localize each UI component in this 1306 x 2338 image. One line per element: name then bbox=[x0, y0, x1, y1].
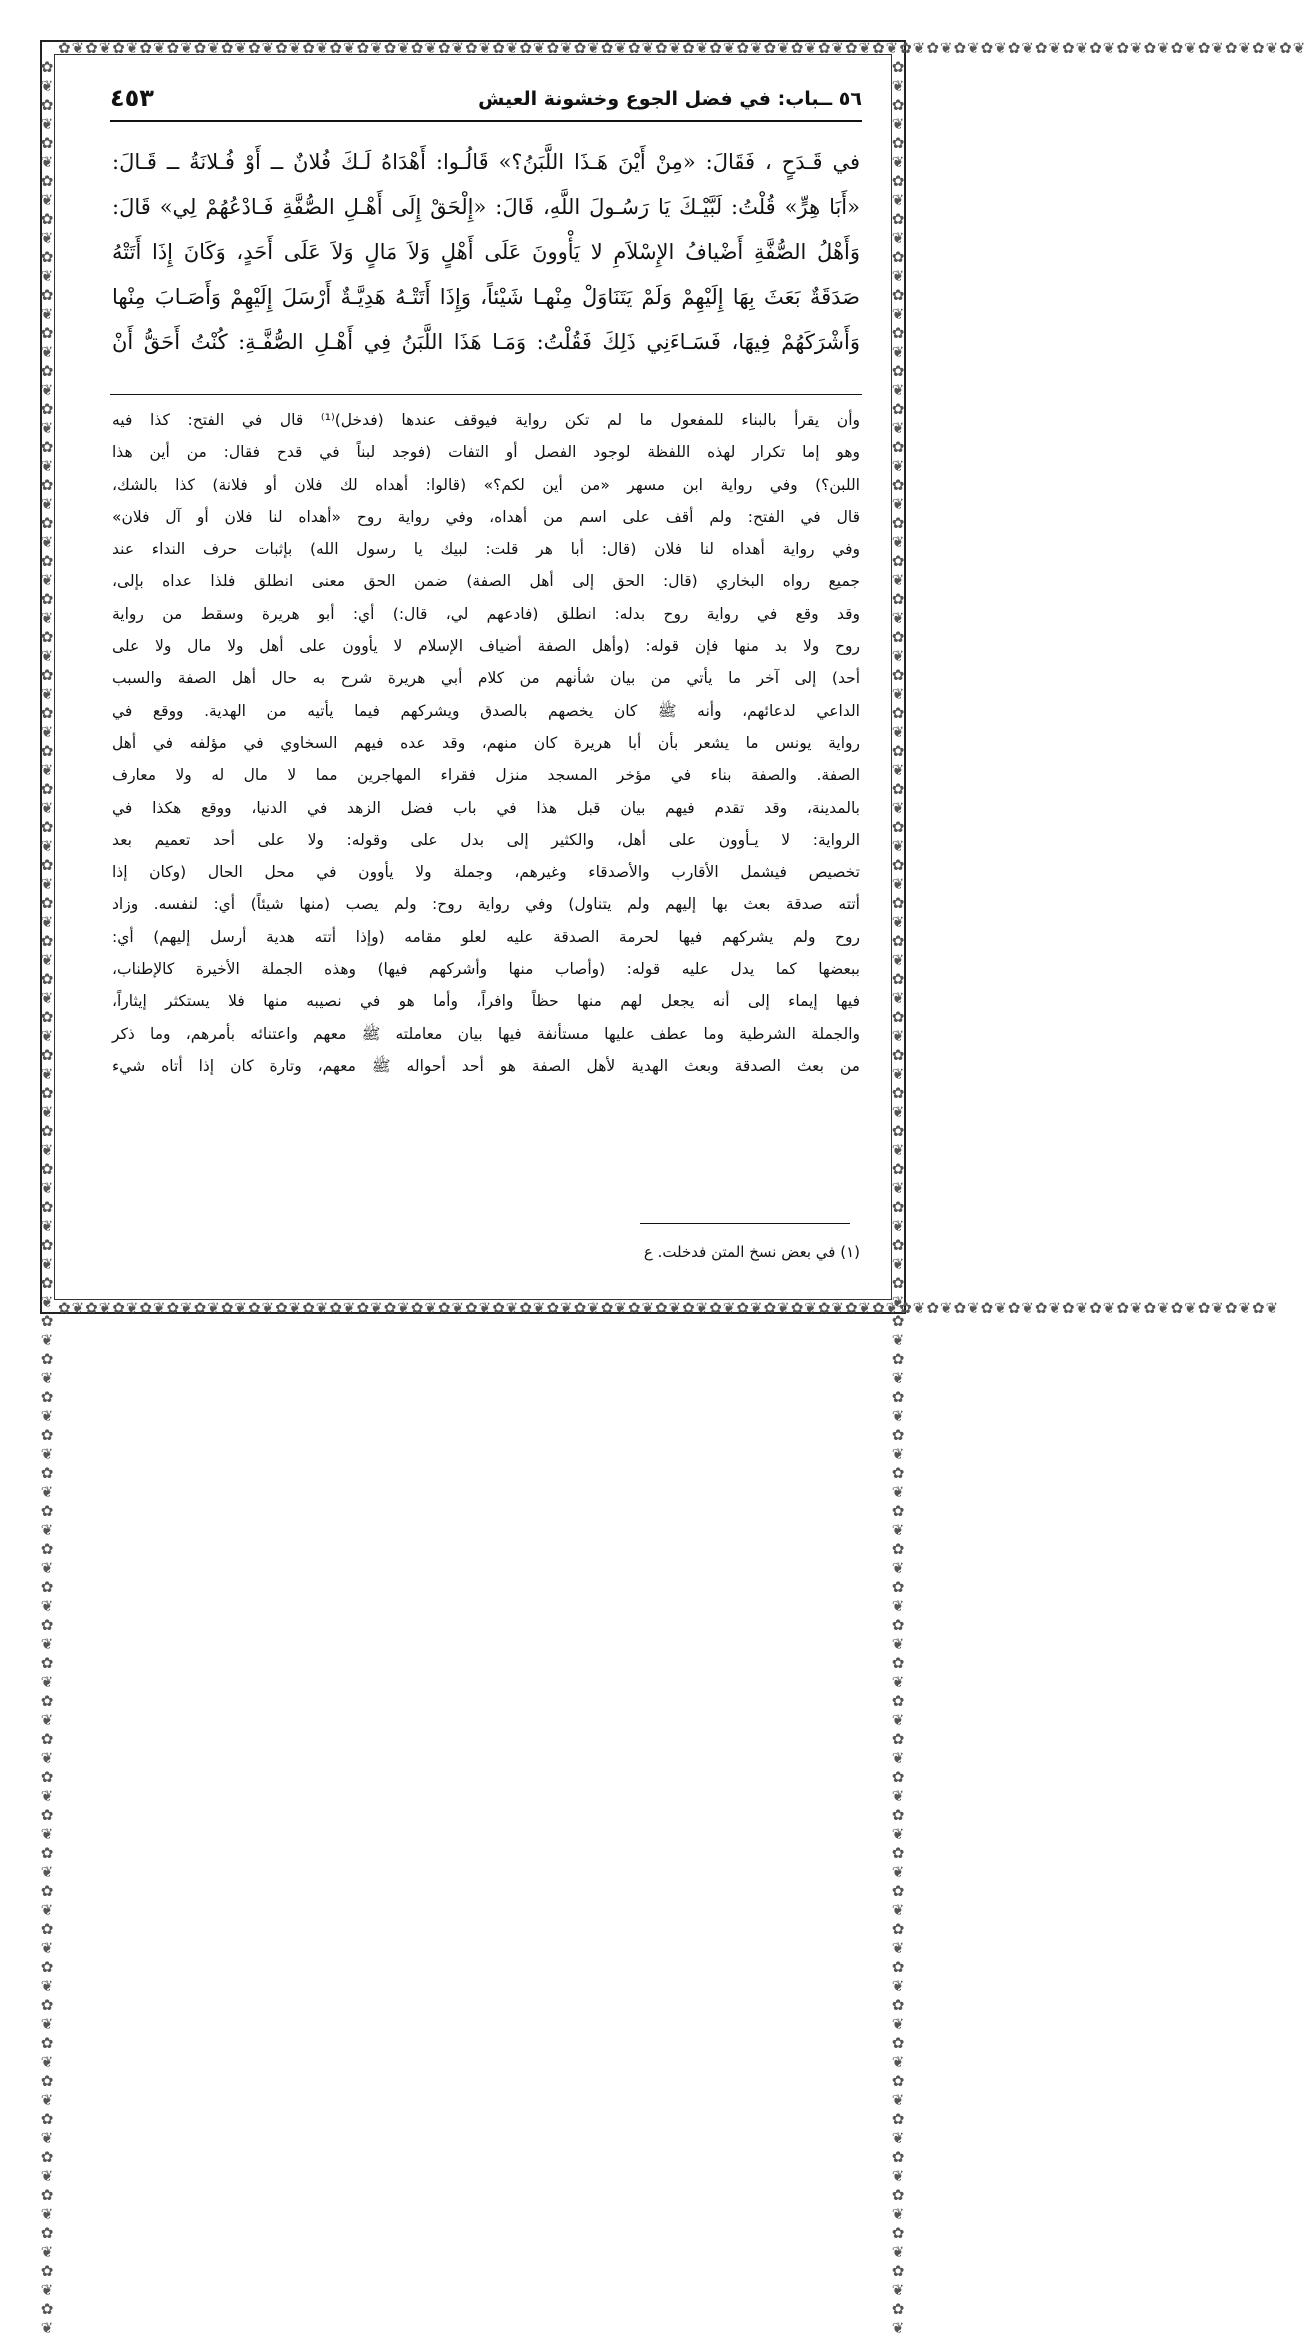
running-title: ٥٦ ــباب: في فضل الجوع وخشونة العيش bbox=[478, 88, 862, 110]
page-number: ٤٥٣ bbox=[110, 84, 154, 112]
hadith-line: وَأَهْلُ الصُّفَّةِ أَضْيافُ الإِسْلاَمِ لا يَأْوونَ عَلَى أَهْلٍ وَلاَ مَالٍ وَلاَ عَلَى أَحَدٍ، وَكَانَ إِذَا أَتَتْهُ bbox=[112, 240, 860, 264]
commentary-line: أتته صدقة بعث بها إليهم ولم يتناول) وفي رواية روح: ولم يصب (منها شيئاً) أي: لنفسه. وزاد bbox=[112, 895, 860, 914]
commentary-line: من بعث الصدقة وبعث الهدية لأهل الصفة هو أحد أحواله ﷺ معهم، وتارة كان إذا أتاه شيء bbox=[112, 1056, 860, 1075]
commentary-line: ببعضها كما يدل عليه قوله: (وأصاب منها وأشركهم فيها) وهذه الجملة الأخيرة كالإطناب، bbox=[112, 960, 860, 979]
commentary-block bbox=[112, 404, 860, 1082]
floral-border-ornament-right: ✿❦✿❦✿❦✿❦✿❦✿❦✿❦✿❦✿❦✿❦✿❦✿❦✿❦✿❦✿❦✿❦✿❦✿❦✿❦✿❦✿❦✿❦✿❦✿❦✿❦✿❦✿❦✿❦✿❦✿❦✿❦✿❦✿❦✿❦✿❦✿❦✿❦✿❦✿❦✿❦✿❦✿❦✿❦✿❦✿❦✿❦✿❦✿❦✿❦✿❦✿❦✿❦✿❦✿❦✿❦✿❦✿❦✿❦✿❦✿❦ bbox=[889, 58, 907, 2338]
commentary-line: الرواية: لا يـأوون على أهل، والكثير إلى بدل على وقوله: ولا على أحد تعميم بعد bbox=[112, 830, 860, 849]
floral-border-ornament-left: ✿❦✿❦✿❦✿❦✿❦✿❦✿❦✿❦✿❦✿❦✿❦✿❦✿❦✿❦✿❦✿❦✿❦✿❦✿❦✿❦✿❦✿❦✿❦✿❦✿❦✿❦✿❦✿❦✿❦✿❦✿❦✿❦✿❦✿❦✿❦✿❦✿❦✿❦✿❦✿❦✿❦✿❦✿❦✿❦✿❦✿❦✿❦✿❦✿❦✿❦✿❦✿❦✿❦✿❦✿❦✿❦✿❦✿❦✿❦✿❦ bbox=[38, 58, 56, 2338]
commentary-line: الصفة. والصفة بناء في مؤخر المسجد منزل فقراء المهاجرين مما لا مال له ولا معارف bbox=[112, 766, 860, 785]
commentary-line: بالمدينة، وقد تقدم فيهم بيان قبل هذا في باب فضل الزهد في الدنيا، ووقع هكذا في bbox=[112, 798, 860, 817]
header-rule bbox=[110, 120, 862, 122]
commentary-line: تخصيص فيشمل الأقارب والأصدقاء وغيرهم، وجملة ولا يأوون في محل الحال (وكان إذا bbox=[112, 863, 860, 882]
floral-border-ornament-top: ✿❦✿❦✿❦✿❦✿❦✿❦✿❦✿❦✿❦✿❦✿❦✿❦✿❦✿❦✿❦✿❦✿❦✿❦✿❦✿❦✿❦✿❦✿❦✿❦✿❦✿❦✿❦✿❦✿❦✿❦✿❦✿❦✿❦✿❦✿❦✿❦✿❦✿❦✿❦✿❦✿❦✿❦✿❦✿❦✿❦✿❦ bbox=[58, 39, 1306, 57]
floral-border-ornament-bottom: ✿❦✿❦✿❦✿❦✿❦✿❦✿❦✿❦✿❦✿❦✿❦✿❦✿❦✿❦✿❦✿❦✿❦✿❦✿❦✿❦✿❦✿❦✿❦✿❦✿❦✿❦✿❦✿❦✿❦✿❦✿❦✿❦✿❦✿❦✿❦✿❦✿❦✿❦✿❦✿❦✿❦✿❦✿❦✿❦✿❦ bbox=[58, 1299, 1280, 1317]
commentary-line: فيها إيماء إلى أنه يجعل لهم منها حظاً وافراً، وأما هو في نصيبه منها فلا يستكثر إيثاراً، bbox=[112, 992, 860, 1011]
page-header bbox=[110, 84, 862, 118]
hadith-line: صَدَقَةٌ بَعَثَ بِهَا إِلَيْهِمْ وَلَمْ يَتَنَاوَلْ مِنْهـا شَيْئاً، وَإِذَا أَتَتْـهُ هَدِيَّـةٌ أَرْسَلَ إِلَيْهِمْ وَأَصَـابَ مِنْها bbox=[112, 285, 860, 309]
hadith-line: وَأَشْرَكَهُمْ فِيهَا، فَسَـاءَنِي ذَلِكَ فَقُلْتُ: وَمَـا هَذَا اللَّبَنُ فِي أَهْـلِ الصُّفَّـةِ: كُنْتُ أَحَقُّ أَنْ bbox=[112, 330, 860, 354]
commentary-line: وهو إما تكرار لهذه اللفظة لوجود الفصل أو التفات (فوجد لبناً في قدح فقال: من أين هذا bbox=[112, 443, 860, 462]
commentary-line: الداعي لدعائهم، وأنه ﷺ كان يخصهم بالصدق ويشركهم فيما يأتيه من الهدية. ووقع في bbox=[112, 701, 860, 720]
commentary-line: وقد وقع في رواية روح بدله: انطلق (فادعهم لي، قال:) أي: أبو هريرة وسقط من رواية bbox=[112, 604, 860, 623]
commentary-line: أحد) إلى آخر ما يأتي من بيان شأنهم من كلام أبي هريرة شرح به حال أهل الصفة والسبب bbox=[112, 669, 860, 688]
hadith-line: في قَـدَحٍ ، فَقَالَ: «مِنْ أَيْنَ هَـذَا اللَّبَنُ؟» قَالُـوا: أَهْدَاهُ لَـكَ فُلانٌ ــ أَوْ فُـلانَةُ ــ قَـالَ: bbox=[112, 150, 860, 174]
footnote: (١) في بعض نسخ المتن فدخلت. ع bbox=[643, 1243, 860, 1261]
footnote-separator bbox=[640, 1223, 850, 1224]
commentary-line: اللبن؟) وفي رواية ابن مسهر «من أين لكم؟» (قالوا: أهداه لك فلان أو فلانة) كذا بالشك، bbox=[112, 475, 860, 494]
commentary-line: روح ولم يشركهم فيها لحرمة الصدقة عليه لعلو مقامه (وإذا أتته هدية أرسل إليهم) أي: bbox=[112, 927, 860, 946]
hadith-text-block bbox=[112, 140, 860, 365]
commentary-line: جميع رواه البخاري (قال: الحق إلى أهل الصفة) ضمن الحق معنى انطلق فلذا عداه بإلى، bbox=[112, 572, 860, 591]
section-divider-rule bbox=[110, 394, 862, 395]
commentary-line: وفي رواية أهداه لنا فلان (قال: أبا هر قلت: لبيك يا رسول الله) بإثبات حرف النداء عند bbox=[112, 540, 860, 559]
commentary-line: قال في الفتح: ولم أقف على اسم من أهداه، وفي رواية روح «أهداه لنا فلان أو آل فلان» bbox=[112, 507, 860, 526]
commentary-line: وأن يقرأ بالبناء للمفعول ما لم تكن رواية فيوقف عندها (فدخل)⁽¹⁾ قال في الفتح: كذا فيه bbox=[112, 411, 860, 429]
commentary-line: روح ولا بد منها فإن قوله: (وأهل الصفة أضياف الإسلام لا يأوون على أهل ولا مال ولا على bbox=[112, 637, 860, 656]
commentary-line: رواية يونس ما يشعر بأن أبا هريرة كان منهم، وقد عده فيهم السخاوي في مؤلفه في أهل bbox=[112, 733, 860, 752]
commentary-line: والجملة الشرطية وما عطف عليها مستأنفة فيها بيان معاملته ﷺ معهم واعتنائه بأمرهم، وما ذكر bbox=[112, 1024, 860, 1043]
hadith-line: «أَبَا هِرٍّ» قُلْتُ: لَبَّيْـكَ يَا رَسُـولَ اللَّهِ، قَالَ: «إِلْحَقْ إِلَى أَهْـلِ الصُّفَّةِ فَـادْعُهُمْ لِي» قَالَ: bbox=[112, 195, 860, 219]
